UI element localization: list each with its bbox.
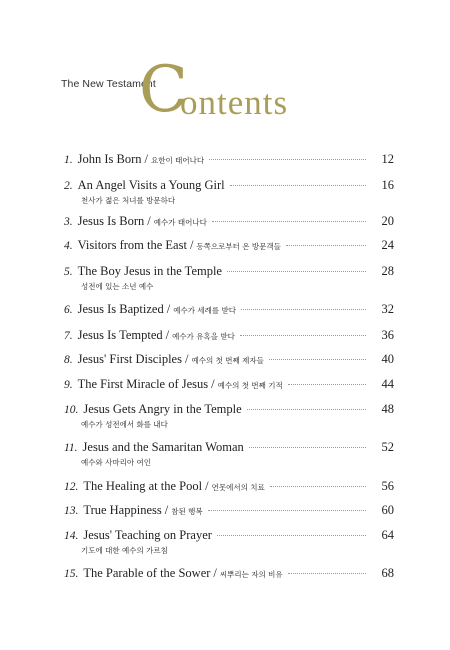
entry-page-number: 28 [381,264,394,278]
entry-number: 8. [64,354,73,366]
entry-title: The Parable of the Sower [83,566,211,580]
toc-entry[interactable] [64,152,394,167]
toc-entry[interactable] [64,377,394,392]
entry-title: True Happiness [83,503,162,517]
toc-entry[interactable] [64,440,394,468]
dot-leader [230,185,366,186]
toc-entry[interactable] [64,238,394,253]
entry-page-number: 32 [381,302,394,316]
entry-separator: / [205,479,209,493]
dot-leader [209,159,366,160]
entry-number: 1. [64,154,73,166]
entry-number: 5. [64,266,73,278]
entry-page-number: 60 [381,503,394,517]
entry-korean-title: 씨뿌리는 자의 비유 [219,570,283,579]
entry-separator: / [184,352,189,366]
toc-entry[interactable] [64,178,394,206]
entry-separator: / [144,152,149,166]
entry-number: 12. [64,481,79,493]
entry-title: Jesus Is Born [77,214,145,228]
entry-number: 14. [64,530,79,542]
dot-leader [288,573,366,574]
entry-korean-title: 예수가 태어나다 [153,218,207,227]
dot-leader [227,271,366,272]
entry-title: Jesus Is Tempted [77,328,163,342]
entry-korean-title: 동쪽으로부터 온 방문객들 [196,242,281,251]
entry-title: Jesus' Teaching on Prayer [83,528,212,542]
entry-page-number: 44 [381,377,394,391]
entry-korean-title: 성전에 있는 소년 예수 [81,282,154,291]
toc-entry[interactable] [64,214,394,229]
entry-page-number: 48 [381,402,394,416]
dot-leader [286,245,366,246]
entry-number: 4. [64,240,73,252]
page-title: ontents [180,83,289,122]
dot-leader [241,309,366,310]
entry-number: 10. [64,404,79,416]
entry-korean-title: 예수와 사마리아 여인 [81,458,151,467]
entry-separator: / [164,503,169,517]
entry-number: 11. [64,442,78,454]
entry-title: An Angel Visits a Young Girl [77,178,225,192]
entry-korean-title: 기도에 대한 예수의 가르침 [81,546,168,555]
dot-leader [288,384,366,385]
entry-separator: / [165,328,170,342]
dot-leader [240,335,366,336]
entry-separator: / [166,302,171,316]
entry-title: Jesus Gets Angry in the Temple [83,402,242,416]
entry-korean-title: 예수가 유혹을 받다 [172,332,235,341]
toc-entry[interactable] [64,566,394,581]
entry-title: Jesus and the Samaritan Woman [82,440,244,454]
toc-entry[interactable] [64,503,394,518]
toc-entry[interactable] [64,264,394,292]
dot-leader [249,447,366,448]
entry-korean-title: 연못에서의 치료 [211,483,265,492]
entry-page-number: 56 [381,479,394,493]
entry-number: 3. [64,216,73,228]
entry-number: 7. [64,330,73,342]
entry-separator: / [211,377,215,391]
entry-page-number: 16 [381,178,394,192]
entry-title: The First Miracle of Jesus [77,377,209,391]
dot-leader [269,359,366,360]
entry-title: Jesus Is Baptized [77,302,164,316]
entry-page-number: 68 [381,566,394,580]
entry-title: The Healing at the Pool [83,479,203,493]
dot-leader [212,221,366,222]
entry-title: John Is Born [77,152,142,166]
entry-korean-title: 예수의 첫 번째 제자들 [191,356,264,365]
entry-number: 2. [64,180,73,192]
entry-page-number: 12 [381,152,394,166]
entry-page-number: 20 [381,214,394,228]
entry-number: 9. [64,379,73,391]
entry-korean-title: 요한이 태어나다 [151,156,205,165]
toc-entry[interactable] [64,479,394,494]
toc-entry[interactable] [64,402,394,430]
entry-korean-title: 예수가 성전에서 화를 내다 [81,420,168,429]
entry-title: Jesus' First Disciples [77,352,182,366]
entry-separator: / [213,566,217,580]
entry-page-number: 40 [381,352,394,366]
entry-page-number: 64 [381,528,394,542]
dot-leader [217,535,366,536]
entry-number: 13. [64,505,79,517]
entry-number: 15. [64,568,79,580]
entry-number: 6. [64,304,73,316]
entry-separator: / [147,214,151,228]
entry-page-number: 52 [381,440,394,454]
book-subtitle: The New Testament [61,78,156,90]
dot-leader [208,510,366,511]
entry-korean-title: 예수의 첫 번째 기적 [217,381,283,390]
entry-page-number: 24 [381,238,394,252]
toc-entry[interactable] [64,302,394,317]
dot-leader [270,486,366,487]
entry-korean-title: 예수가 세례를 받다 [173,306,236,315]
toc-entry[interactable] [64,352,394,367]
entry-page-number: 36 [381,328,394,342]
toc-entry[interactable] [64,528,394,556]
entry-korean-title: 천사가 젊은 처녀를 방문하다 [81,196,176,205]
entry-title: Visitors from the East [77,238,187,252]
dot-leader [247,409,366,410]
title-initial: C [139,53,188,127]
entry-korean-title: 참된 행복 [171,507,203,516]
toc-entry[interactable] [64,328,394,343]
entry-separator: / [189,238,194,252]
entry-title: The Boy Jesus in the Temple [77,264,222,278]
